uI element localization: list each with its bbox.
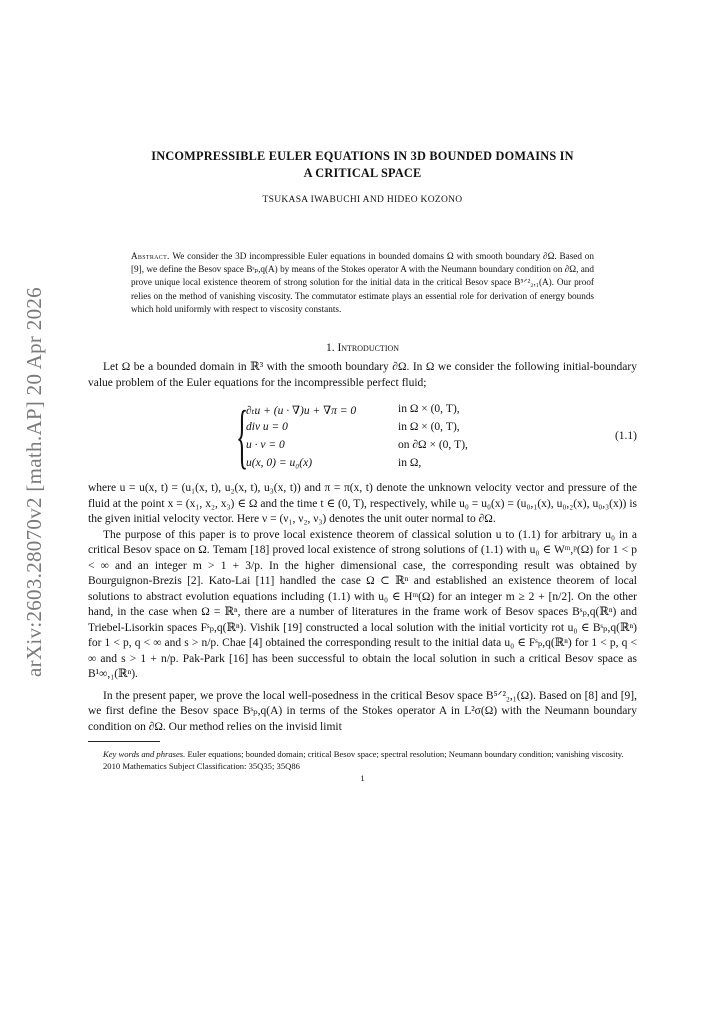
page-number: 1	[360, 773, 365, 784]
equation-row-1: ∂ₜu + (u · ∇)u + ∇π = 0	[246, 405, 357, 418]
paragraph-4: In the present paper, we prove the local well-posedness in the critical Besov space B⁵ᐟ²₂,₁(Ω). Based on [8] and [9], we first define the Besov space Bˢₚ,q(A) in terms of the Stokes operator A in L²σ(Ω) with the Neumann boundary condition on ∂Ω. Our method relies on the invisid limit	[88, 689, 637, 733]
equation-system	[88, 396, 637, 477]
equation-row-2: div u = 0	[246, 421, 288, 434]
equation-domain-4: in Ω,	[398, 457, 422, 470]
paper-page	[88, 148, 637, 783]
equation-row-3: u · ν = 0	[246, 439, 285, 452]
equation-domain-3: on ∂Ω × (0, T),	[398, 439, 468, 452]
authors: TSUKASA IWABUCHI AND HIDEO KOZONO	[262, 195, 463, 205]
paragraph-1: Let Ω be a bounded domain in ℝ³ with the smooth boundary ∂Ω. In Ω we consider the following initial-boundary value problem of the Euler equations for the incompressible perfect fluid;	[88, 361, 637, 389]
title-line-1: INCOMPRESSIBLE EULER EQUATIONS IN 3D BOUNDED DOMAINS IN	[151, 149, 574, 163]
title-line-2: A CRITICAL SPACE	[303, 166, 422, 180]
paper-title	[88, 148, 637, 182]
keywords	[88, 748, 637, 760]
arxiv-watermark	[22, 285, 46, 685]
footnote	[88, 748, 637, 772]
section-number: 1.	[325, 342, 335, 355]
keywords-text: Euler equations; bounded domain; critical Besov space; spectral resolution; Neumann boundary condition; vanishing viscosity.	[187, 749, 624, 760]
equation-row-4: u(x, 0) = u₀(x)	[246, 457, 313, 470]
equation-domain-1: in Ω × (0, T),	[398, 403, 460, 416]
footnote-rule	[88, 741, 160, 742]
msc-classification: 2010 Mathematics Subject Classification: 35Q35; 35Q86	[103, 761, 300, 772]
paragraph-2: where u = u(x, t) = (u₁(x, t), u₂(x, t), u₃(x, t)) and π = π(x, t) denote the unknown velocity vector and pressure of the fluid at the point x = (x₁, x₂, x₃) ∈ Ω and the time t ∈ (0, T), respectively, while u₀ = u₀(x) = (u₀,₁(x), u₀,₂(x), u₀,₃(x)) is the given initial velocity vector. Here ν = (ν₁, ν₂, ν₃) denotes the unit outer normal to ∂Ω.	[88, 482, 637, 526]
left-brace: {	[236, 396, 249, 477]
equation-number: (1.1)	[614, 430, 637, 443]
abstract	[131, 250, 594, 316]
keywords-label: Key words and phrases.	[103, 749, 186, 760]
section-heading	[88, 342, 637, 354]
section-title: Introduction	[337, 342, 400, 355]
arxiv-id: arXiv:2603.28070v2 [math.AP] 20 Apr 2026	[22, 287, 46, 677]
paragraph-3: The purpose of this paper is to prove local existence theorem of classical solution u to (1.1) for arbitrary u₀ in a critical Besov space on Ω. Temam [18] proved local existence of strong solutions of (1.1) with u₀ ∈ Wᵐ,ᵖ(Ω) for 1 < p < ∞ and an integer m > 1 + 3/p. In the higher dimensional case, the corresponding result was obtained by Bourguignon-Brezis [2]. Kato-Lai [11] handled the case Ω ⊂ ℝⁿ and established an existence theorem of local solutions to abstract evolution equations including (1.1) with u₀ ∈ Hᵐ(Ω) for an integer m ≥ 2 + [n/2]. On the other hand, in the case when Ω = ℝⁿ, there are a number of literatures in the frame work of Besov spaces Bˢₚ,q(ℝⁿ) and Triebel-Lisorkin spaces Fˢₚ,q(ℝⁿ). Vishik [19] constructed a local solution with the initial vorticity rot u₀ ∈ Bˢₚ,q(ℝⁿ) for 1 < p, q < ∞ and s > n/p. Chae [4] obtained the corresponding result to the initial data u₀ ∈ Fˢₚ,q(ℝⁿ) for 1 < p, q < ∞ and s > 1 + n/p. Pak-Park [16] has been successful to obtain the local solution in such a critical Besov space as B¹∞,₁(ℝⁿ).	[88, 528, 637, 681]
equation-domain-2: in Ω × (0, T),	[398, 421, 460, 434]
abstract-label: Abstract.	[131, 251, 170, 261]
abstract-text: We consider the 3D incompressible Euler equations in bounded domains Ω with smooth boundary ∂Ω. Based on [9], we define the Besov space Bˢₚ,q(A) by means of the Stokes operator A with the Neumann boundary condition on ∂Ω, and prove unique local existence theorem of strong solution for the initial data in the critical Besov space B⁵ᐟ²₂,₁(A). Our proof relies on the method of vanishing viscosity. The commutator estimate plays an essential role for derivation of energy bounds which hold uniformly with respect to viscosity constants.	[131, 251, 594, 314]
